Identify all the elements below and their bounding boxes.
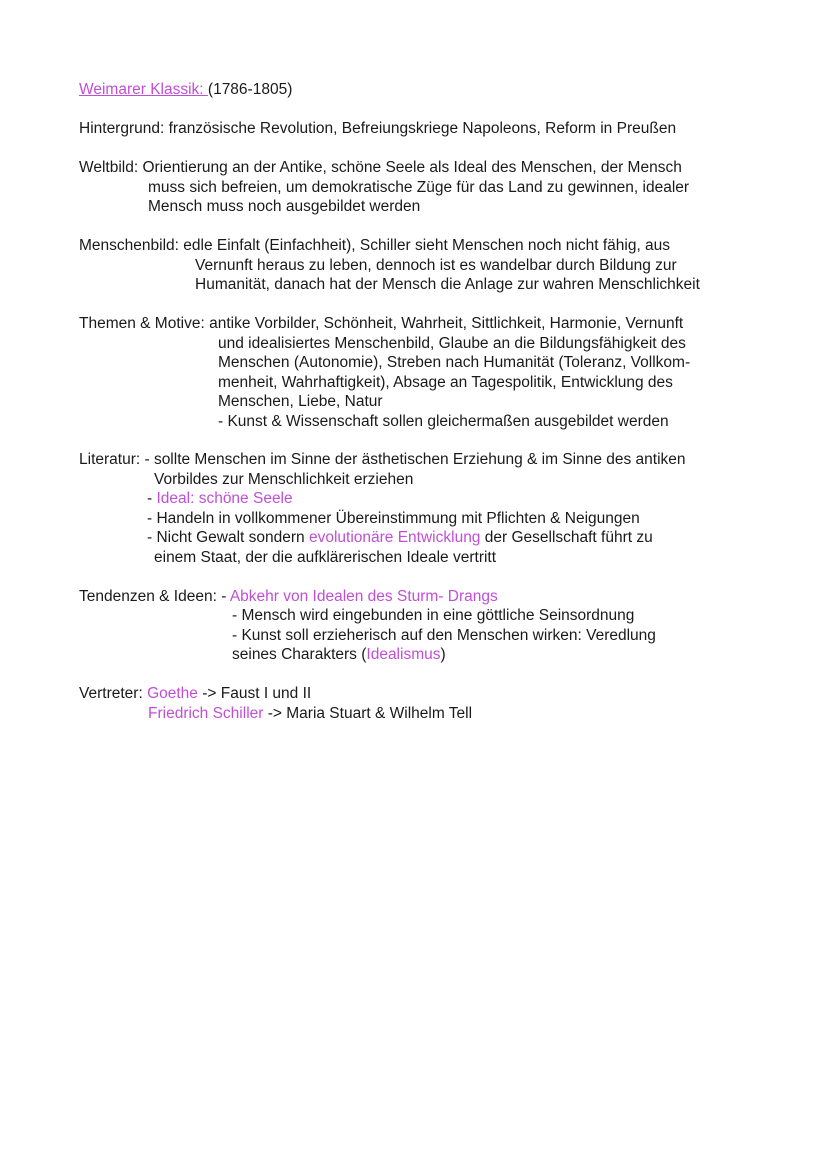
- literatur-line-2: Vorbildes zur Menschlichkeit erziehen: [154, 471, 414, 488]
- vertreter-work-2: -> Maria Stuart & Wilhelm Tell: [263, 705, 473, 722]
- tendenzen-line-4-a: seines Charakters (: [232, 646, 367, 663]
- literatur-evolution-highlight: evolutionäre Entwicklung: [308, 529, 481, 546]
- tendenzen-line-1-a: Tendenzen & Ideen: -: [79, 588, 230, 605]
- tendenzen-line-2: - Mensch wird eingebunden in eine göttliche Seinsordnung: [232, 607, 635, 624]
- literatur-line-1: Literatur: - sollte Menschen im Sinne der ästhetischen Erziehung & im Sinne des antiken: [79, 451, 686, 468]
- title-line: [79, 80, 292, 100]
- themen-line-1: Themen & Motive: antike Vorbilder, Schönheit, Wahrheit, Sittlichkeit, Harmonie, Vernunft: [79, 315, 684, 332]
- themen-line-2: und idealisiertes Menschenbild, Glaube an die Bildungsfähigkeit des: [218, 335, 686, 352]
- vertreter-schiller: Friedrich Schiller: [148, 705, 264, 722]
- themen-line-3: Menschen (Autonomie), Streben nach Humanität (Toleranz, Vollkom-: [218, 354, 691, 371]
- tendenzen-idealismus-highlight: Idealismus: [366, 646, 441, 663]
- menschenbild-line-3: Humanität, danach hat der Mensch die Anlage zur wahren Menschlichkeit: [195, 276, 700, 293]
- menschenbild-line-1: Menschenbild: edle Einfalt (Einfachheit), Schiller sieht Menschen noch nicht fähig, aus: [79, 237, 671, 254]
- themen-line-5: Menschen, Liebe, Natur: [218, 393, 383, 410]
- literatur-line-3: [147, 489, 293, 509]
- title-label: Weimarer Klassik:: [79, 81, 208, 98]
- tendenzen-abkehr-highlight: Abkehr von Idealen des Sturm- Drangs: [229, 588, 498, 605]
- literatur-line-5: [147, 528, 653, 548]
- tendenzen-line-4: [232, 645, 446, 665]
- hintergrund-line-1: Hintergrund: französische Revolution, Befreiungskriege Napoleons, Reform in Preußen: [79, 120, 677, 137]
- literatur-line-4: - Handeln in vollkommener Übereinstimmung mit Pflichten & Neigungen: [147, 510, 640, 527]
- weltbild-line-3: Mensch muss noch ausgebildet werden: [148, 198, 421, 215]
- tendenzen-line-4-b: ): [440, 646, 446, 663]
- weltbild-line-2: muss sich befreien, um demokratische Züge für das Land zu gewinnen, idealer: [148, 179, 690, 196]
- vertreter-line-2: [148, 704, 472, 724]
- tendenzen-line-3: - Kunst soll erzieherisch auf den Menschen wirken: Veredlung: [232, 627, 656, 644]
- literatur-line-6: einem Staat, der die aufklärerischen Ideale vertritt: [154, 549, 497, 566]
- menschenbild-line-2: Vernunft heraus zu leben, dennoch ist es wandelbar durch Bildung zur: [195, 257, 677, 274]
- vertreter-work-1: -> Faust I und II: [197, 685, 312, 702]
- vertreter-line-1: [79, 684, 311, 704]
- tendenzen-line-1: [79, 587, 498, 607]
- literatur-line-5-a: - Nicht Gewalt sondern: [147, 529, 309, 546]
- title-years: (1786-1805): [207, 81, 293, 98]
- weltbild-line-1: Weltbild: Orientierung an der Antike, schöne Seele als Ideal des Menschen, der Mensch: [79, 159, 682, 176]
- literatur-ideal-highlight: Ideal: schöne Seele: [156, 490, 293, 507]
- literatur-line-5-b: der Gesellschaft führt zu: [480, 529, 653, 546]
- themen-line-6: - Kunst & Wissenschaft sollen gleichermaßen ausgebildet werden: [218, 413, 669, 430]
- themen-line-4: menheit, Wahrhaftigkeit), Absage an Tagespolitik, Entwicklung des: [218, 374, 673, 391]
- literatur-line-3-prefix: -: [147, 490, 157, 507]
- vertreter-label: Vertreter:: [79, 685, 148, 702]
- vertreter-goethe: Goethe: [147, 685, 198, 702]
